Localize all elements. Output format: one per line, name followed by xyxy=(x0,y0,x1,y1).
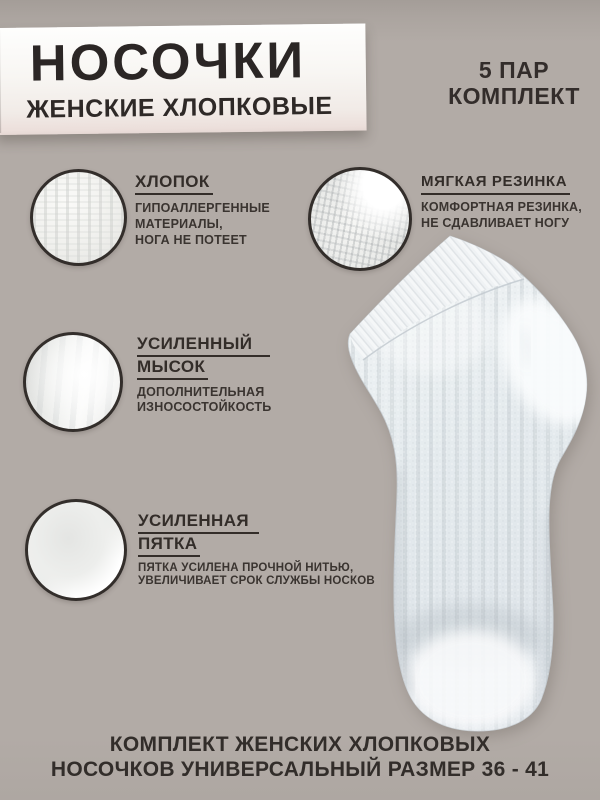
feature-cotton-title: ХЛОПОК xyxy=(135,172,270,195)
feature-heel-title: УСИЛЕННАЯ ПЯТКА xyxy=(138,511,375,557)
feature-cotton-description: ГИПОАЛЛЕРГЕННЫЕ МАТЕРИАЛЫ, НОГА НЕ ПОТЕЕТ xyxy=(135,201,270,247)
banner-fold-shadow xyxy=(0,30,2,133)
footer-line2: НОСОЧКОВ УНИВЕРСАЛЬНЫЙ РАЗМЕР 36 - 41 xyxy=(50,758,550,781)
toe-texture-photo xyxy=(23,332,123,432)
feature-toe-description: ДОПОЛНИТЕЛЬНАЯ ИЗНОСОСТОЙКОСТЬ xyxy=(137,385,272,414)
feature-elastic-title: МЯГКАЯ РЕЗИНКА xyxy=(421,172,582,195)
feature-cotton xyxy=(135,172,270,248)
feature-elastic-description: КОМФОРТНАЯ РЕЗИНКА, НЕ СДАВЛИВАЕТ НОГУ xyxy=(421,200,582,230)
pairs-count-badge xyxy=(430,57,598,109)
cotton-texture-photo xyxy=(30,169,127,266)
title-banner xyxy=(0,23,367,135)
white-ankle-sock-photo xyxy=(326,222,598,740)
footer-line1: КОМПЛЕКТ ЖЕНСКИХ ХЛОПКОВЫХ xyxy=(109,733,491,756)
pairs-count: 5 ПАР xyxy=(478,57,550,83)
footer-caption xyxy=(0,732,600,782)
feature-heel-description: ПЯТКА УСИЛЕНА ПРОЧНОЙ НИТЬЮ, УВЕЛИЧИВАЕТ СРОК СЛУЖБЫ НОСКОВ xyxy=(138,562,375,587)
feature-toe xyxy=(137,334,271,415)
heel-texture-photo xyxy=(25,499,127,601)
feature-toe-title: УСИЛЕННЫЙ МЫСОК xyxy=(137,334,271,380)
product-title: НОСОЧКИ xyxy=(29,31,307,92)
product-subtitle: ЖЕНСКИЕ ХЛОПКОВЫЕ xyxy=(26,91,333,124)
set-label: КОМПЛЕКТ xyxy=(448,83,580,109)
